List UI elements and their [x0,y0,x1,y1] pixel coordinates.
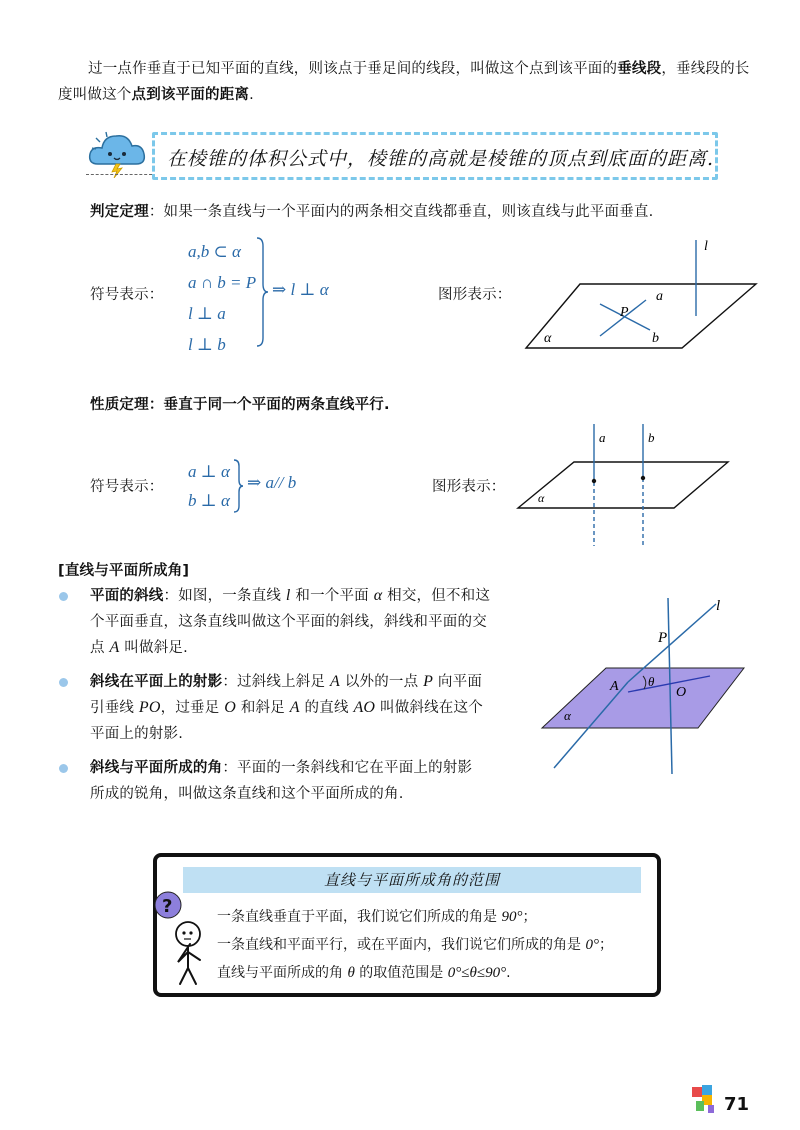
plane-alpha [542,668,744,728]
cloud-lightning-icon [86,128,156,178]
bullet-2 [59,678,68,687]
condition-4: l ⊥ b [188,335,226,354]
range-lines [217,903,613,987]
theorem1-brace [255,236,269,348]
plane-alpha [518,462,728,508]
bullet-1 [59,592,68,601]
bullet-3 [59,764,68,773]
thinking-person-icon [150,888,212,988]
page-logo-icon [690,1083,720,1115]
range-box [153,853,661,997]
term-oblique-line: 平面的斜线 [90,588,164,604]
label-P: P [658,630,668,646]
range-title-bar [183,867,641,893]
intro-text-3: . [249,87,254,103]
label-alpha: α [564,708,571,723]
theorem2-conclusion: ⇒ a// b [247,473,297,492]
label-l: l [704,239,708,254]
item-projection: 斜线在平面上的射影：过斜线上斜足 A 以外的一点 P 向平面 引垂线 PO，过垂足 O 和斜足 A 的直线 AO 叫做斜线在这个 平面上的射影. [90,673,483,742]
range-title: 直线与平面所成角的范围 [323,871,500,889]
term-angle: 斜线与平面所成的角 [90,760,223,776]
range-line-1: 一条直线垂直于平面，我们说它们所成的角是 90°； [217,909,537,925]
note-box [152,132,718,180]
theorem1-label: 判定定理 [90,204,149,220]
foot-a [592,479,596,483]
label-alpha: α [544,331,552,346]
theorem2-figure [510,420,740,550]
term-point-plane-distance: 点到该平面的距离 [131,87,250,103]
theorem1-conclusion: ⇒ l ⊥ α [272,280,329,299]
theorem2-brace [232,458,244,514]
label-alpha: α [538,491,545,505]
term-projection: 斜线在平面上的射影 [90,674,223,690]
range-line-2: 一条直线和平面平行，或在平面内，我们说它们所成的角是 0°； [217,937,613,953]
label-theta: θ [648,674,655,689]
theorem1-symbol-label: 符号表示： [90,287,164,303]
item-angle: 斜线与平面所成的角：平面的一条斜线和它在平面上的射影 所成的锐角，叫做这条直线和这个平面所成的角. [90,760,473,802]
theorem2-figure-label: 图形表示： [432,479,506,495]
theorem2-label: 性质定理 [90,397,149,413]
label-b: b [648,430,655,445]
theorem1-text: ：如果一条直线与一个平面内的两条相交直线都垂直，则该直线与此平面垂直. [148,204,654,220]
label-A: A [610,679,619,694]
note-text: 在棱锥的体积公式中，棱锥的高就是棱锥的顶点到底面的距离. [167,148,715,170]
range-line-3: 直线与平面所成的角 θ 的取值范围是 0°≤θ≤90°. [217,965,511,981]
condition-1: a,b ⊂ α [188,242,241,261]
label-b: b [652,331,659,346]
plane-alpha [526,284,756,348]
theorem2-text: ：垂直于同一个平面的两条直线平行. [148,397,390,413]
note-underline [86,174,152,175]
condition-3: l ⊥ a [188,304,226,323]
page-number: 71 [724,1094,750,1115]
intro-paragraph [58,56,758,108]
theorem2-conditions [188,457,230,515]
condition-2: a ∩ b = P [188,273,257,292]
svg-text:?: ? [162,896,173,917]
theorem2-statement [90,392,390,418]
intro-text-1: 过一点作垂直于已知平面的直线，则该点于垂足间的线段，叫做这个点到该平面的 [88,61,618,77]
theorem1-figure-label: 图形表示： [438,287,512,303]
intro-text-2: ，垂线段的长度叫做这个 [58,61,750,103]
oblique-angle-figure [540,592,755,782]
condition-b-perp: b ⊥ α [188,491,230,510]
item-oblique-line: 平面的斜线：如图，一条直线 l 和一个平面 α 相交，但不和这 个平面垂直，这条直线叫做这个平面的斜线，斜线和平面的交 点 A 叫做斜足. [90,587,491,656]
label-l: l [716,598,721,614]
section-title: [直线与平面所成角] [58,563,190,579]
label-a: a [599,430,606,445]
theorem2-symbol-label: 符号表示： [90,479,164,495]
condition-a-perp: a ⊥ α [188,462,230,481]
theorem1-statement [90,199,653,225]
term-perpendicular-segment: 垂线段 [617,61,662,77]
label-P: P [620,305,629,320]
foot-b [641,476,645,480]
label-O: O [676,685,687,700]
label-a: a [656,289,663,304]
theorem1-figure [520,232,760,357]
